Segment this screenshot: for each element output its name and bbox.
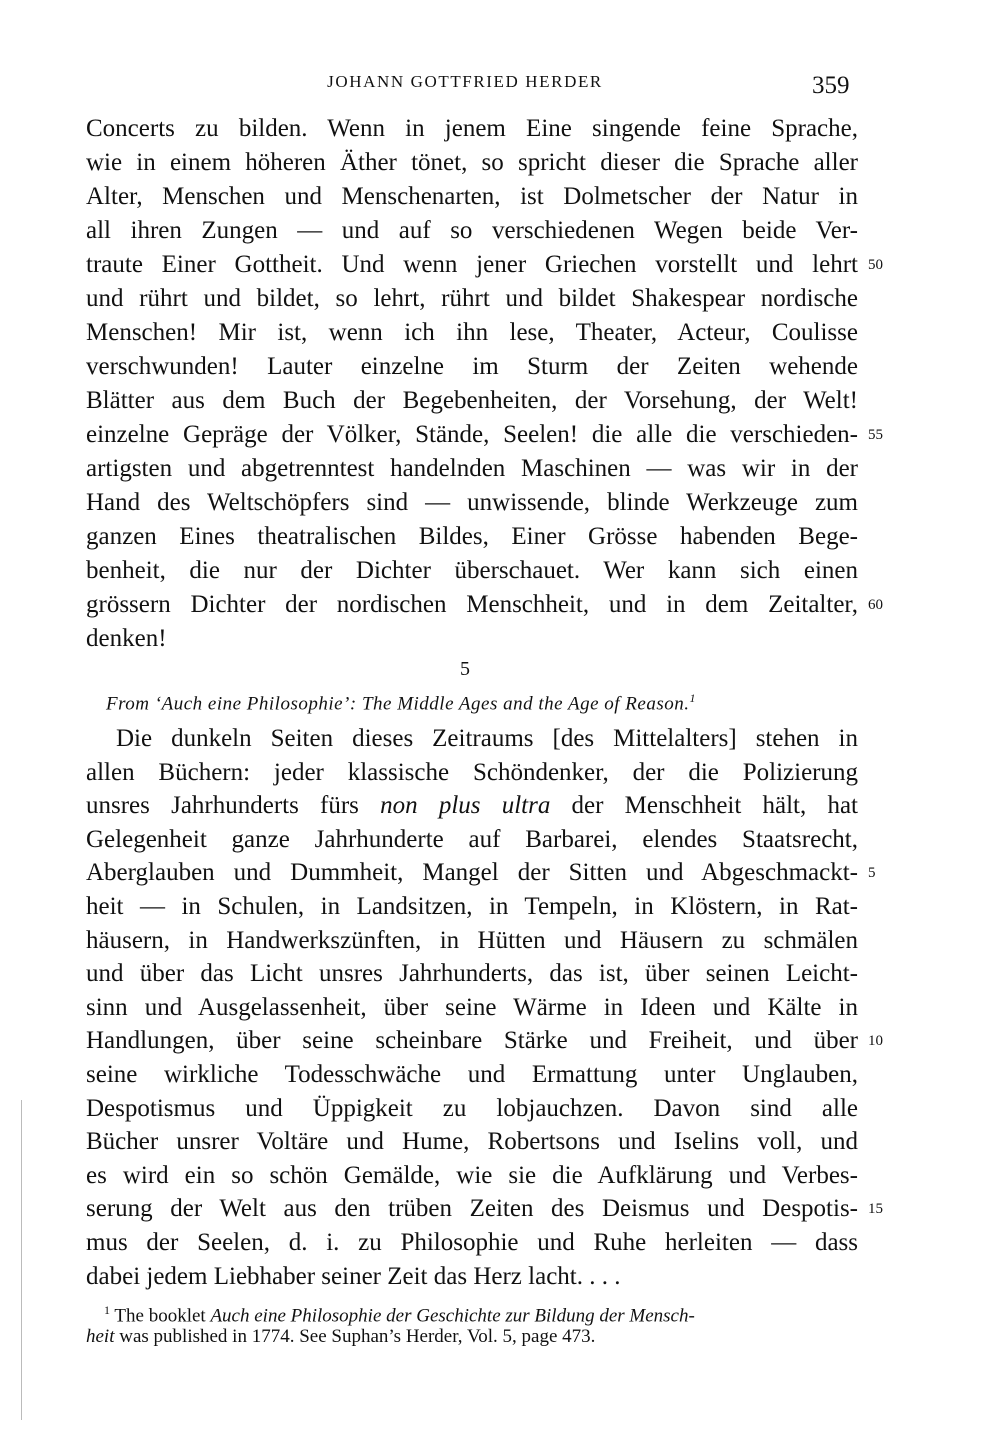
text-line [86, 590, 858, 620]
text-segment: ganzen Eines theatralischen Bildes, Einer Grösse habenden Bege- [86, 523, 858, 550]
text-line [86, 791, 858, 821]
text-line [86, 993, 858, 1023]
scan-artifact-line [21, 1100, 22, 1420]
text-segment: traute Einer Gottheit. Und wenn jener Griechen vorstellt und lehrt [86, 251, 858, 278]
text-line [86, 1161, 858, 1191]
text-line [86, 1127, 858, 1157]
text-segment: sinn und Ausgelassenheit, über seine Wärme in Ideen und Kälte in [86, 993, 858, 1021]
text-segment: all ihren Zungen — und auf so verschiedenen Wegen beide Ver- [86, 217, 858, 244]
text-segment: grössern Dichter der nordischen Menschheit, und in dem Zeitalter, [86, 591, 858, 618]
text-line [86, 1194, 858, 1224]
text-line [86, 148, 858, 178]
line-number: 5 [868, 865, 876, 882]
italic-text: heit [86, 1326, 115, 1347]
text-segment: und rührt und bildet, so lehrt, rührt und bildet Shakespear nordische [86, 285, 858, 312]
line-number: 55 [868, 427, 883, 443]
text-line [86, 318, 858, 348]
text-line [86, 892, 858, 922]
text-segment: allen Büchern: jeder klassische Schöndenker, der die Polizierung [86, 758, 858, 786]
text-line [86, 556, 858, 586]
page-number: 359 [812, 72, 850, 99]
text-segment: dabei jedem Liebhaber seiner Zeit das Herz lacht. . . . [86, 1262, 621, 1290]
text-segment: der Menschheit hält, hat [550, 792, 859, 820]
text-segment: Menschen! Mir ist, wenn ich ihn lese, Theater, Acteur, Coulisse [86, 319, 858, 346]
text-segment: benheit, die nur der Dichter überschauet. Wer kann sich einen [86, 557, 858, 584]
text-line [86, 1228, 858, 1258]
text-segment: Handlungen, über seine scheinbare Stärke und Freiheit, und über [86, 1027, 858, 1055]
footnote-number: 1 [104, 1303, 110, 1317]
line-number: 15 [868, 1201, 883, 1218]
text-line [86, 114, 858, 144]
text-line [86, 1094, 858, 1124]
text-segment: Bücher unsrer Voltäre und Hume, Robertsons und Iselins voll, und [86, 1128, 858, 1156]
text-line [86, 1324, 858, 1350]
text-line [86, 386, 858, 416]
line-number: 50 [868, 257, 883, 273]
text-segment: unsres Jahrhunderts fürs [86, 792, 381, 820]
italic-text: non plus ultra [380, 792, 551, 820]
text-line [86, 624, 858, 654]
text-line [86, 352, 858, 382]
text-line [86, 250, 858, 280]
text-line [86, 1060, 858, 1090]
text-line [86, 454, 858, 484]
text-line [86, 959, 858, 989]
text-segment: denken! [86, 625, 167, 652]
text-segment: Aberglauben und Dummheit, Mangel der Sitten und Abgeschmackt- [86, 859, 858, 887]
text-line [116, 724, 858, 754]
running-head: JOHANN GOTTFRIED HERDER [327, 72, 603, 91]
section-heading [106, 691, 696, 715]
text-line [86, 926, 858, 956]
text-segment: serung der Welt aus den trüben Zeiten des Deismus und Despotis- [86, 1195, 858, 1223]
text-segment: heit — in Schulen, in Landsitzen, in Tempeln, in Klöstern, in Rat- [86, 893, 858, 920]
text-segment: Despotismus und Üppigkeit zu lobjauchzen. Davon sind alle [86, 1094, 858, 1122]
section-heading-text: From ‘Auch eine Philosophie’: The Middle Ages and the Age of Reason. [106, 693, 690, 715]
text-line [86, 488, 858, 518]
text-segment: wie in einem höheren Äther tönet, so spricht dieser die Sprache aller [86, 149, 858, 176]
italic-text: Auch eine Philosophie der Geschichte zur Bildung der Mensch- [210, 1305, 695, 1327]
text-segment: verschwunden! Lauter einzelne im Sturm der Zeiten wehende [86, 353, 858, 380]
text-segment: seine wirkliche Todesschwäche und Ermattung unter Unglauben, [86, 1061, 858, 1088]
text-line [86, 1026, 858, 1056]
text-segment: Blätter aus dem Buch der Begebenheiten, der Vorsehung, der Welt! [86, 387, 858, 414]
text-line [86, 420, 858, 450]
text-segment: mus der Seelen, d. i. zu Philosophie und Ruhe herleiten — dass [86, 1229, 858, 1256]
text-segment: Alter, Menschen und Menschenarten, ist Dolmetscher der Natur in [86, 183, 858, 210]
text-line [86, 858, 858, 888]
line-number: 60 [868, 597, 883, 613]
text-line [86, 182, 858, 212]
text-segment: Concerts zu bilden. Wenn in jenem Eine singende feine Sprache, [86, 115, 858, 142]
text-segment: Hand des Weltschöpfers sind — unwissende, blinde Werkzeuge zum [86, 489, 858, 516]
text-segment: einzelne Gepräge der Völker, Stände, Seelen! die alle die verschieden- [86, 421, 858, 448]
text-line [86, 284, 858, 314]
text-segment: und über das Licht unsres Jahrhunderts, das ist, über seinen Leicht- [86, 960, 858, 988]
text-segment: was published in 1774. See Suphan’s Herder, Vol. 5, page 473. [114, 1326, 596, 1347]
text-line [86, 758, 858, 788]
text-segment: artigsten und abgetrenntest handelnden Maschinen — was wir in der [86, 455, 858, 482]
text-line [86, 1262, 858, 1292]
text-segment: Die dunkeln Seiten dieses Zeitraums [des Mittelalters] stehen in [116, 725, 858, 752]
text-segment: häusern, in Handwerkszünften, in Hütten und Häusern zu schmälen [86, 926, 858, 954]
text-line [86, 216, 858, 246]
text-line [86, 522, 858, 552]
footnote-mark: 1 [689, 691, 696, 705]
text-segment: Gelegenheit ganze Jahrhunderte auf Barbarei, elendes Staatsrecht, [86, 825, 858, 853]
section-number: 5 [460, 658, 470, 680]
line-number: 10 [868, 1033, 883, 1050]
text-segment: The booklet [110, 1305, 211, 1327]
text-line [86, 825, 858, 855]
text-segment: es wird ein so schön Gemälde, wie sie die Aufklärung und Verbes- [86, 1161, 858, 1189]
